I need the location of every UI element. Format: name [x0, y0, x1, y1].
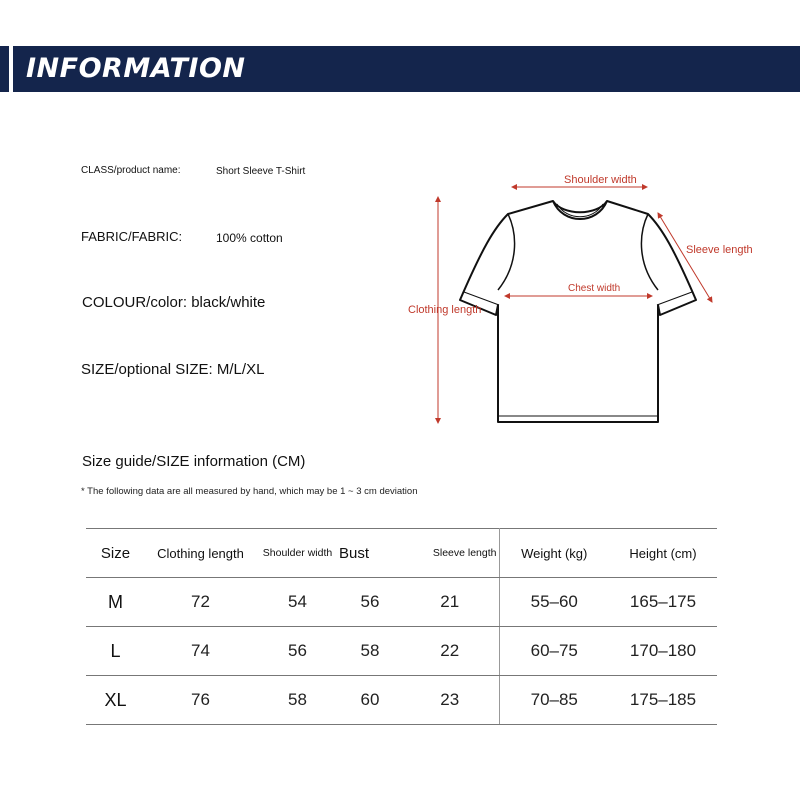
header-clothing-length: Clothing length	[145, 529, 256, 578]
table-row	[86, 676, 717, 725]
class-value: Short Sleeve T-Shirt	[216, 166, 306, 177]
cell-weight: 55–60	[499, 578, 609, 627]
measurement-note: * The following data are all measured by hand, which may be 1 ~ 3 cm deviation	[81, 486, 418, 497]
cell-bust: 58	[339, 627, 401, 676]
cell-height: 170–180	[609, 627, 717, 676]
cell-clothing-length: 72	[145, 578, 256, 627]
cell-height: 175–185	[609, 676, 717, 725]
class-label: CLASS/product name:	[81, 165, 181, 176]
tshirt-measurement-diagram	[400, 165, 780, 435]
cell-weight: 60–75	[499, 627, 609, 676]
header-banner	[0, 46, 800, 92]
chest-width-label: Chest width	[568, 283, 621, 294]
sleeve-length-arrow	[658, 213, 712, 302]
size-table	[86, 528, 717, 725]
header-title: INFORMATION	[26, 53, 246, 84]
header-sleeve-length: Sleeve length	[401, 529, 499, 578]
cell-sleeve-length: 23	[401, 676, 499, 725]
header-bust: Bust	[339, 529, 401, 578]
cell-bust: 60	[339, 676, 401, 725]
table-row	[86, 627, 717, 676]
row-size: M	[86, 578, 145, 627]
header-bar	[13, 46, 800, 92]
clothing-length-label: Clothing length	[408, 304, 482, 316]
cell-clothing-length: 74	[145, 627, 256, 676]
header-accent-bar	[0, 46, 9, 92]
cell-weight: 70–85	[499, 676, 609, 725]
fabric-value: 100% cotton	[216, 231, 283, 245]
tshirt-outline	[460, 201, 696, 422]
fabric-label: FABRIC/FABRIC:	[81, 229, 183, 244]
cell-shoulder-width: 56	[256, 627, 339, 676]
row-size: L	[86, 627, 145, 676]
size-info: SIZE/optional SIZE: M/L/XL	[81, 361, 265, 378]
colour-info: COLOUR/color: black/white	[82, 294, 266, 311]
size-guide-title: Size guide/SIZE information (CM)	[82, 453, 306, 470]
cell-sleeve-length: 21	[401, 578, 499, 627]
cell-shoulder-width: 54	[256, 578, 339, 627]
cell-clothing-length: 76	[145, 676, 256, 725]
sleeve-length-label: Sleeve length	[686, 244, 753, 256]
header-height: Height (cm)	[609, 529, 717, 578]
row-size: XL	[86, 676, 145, 725]
table-header-row	[86, 529, 717, 578]
cell-shoulder-width: 58	[256, 676, 339, 725]
shoulder-width-label: Shoulder width	[564, 174, 637, 186]
cell-sleeve-length: 22	[401, 627, 499, 676]
header-weight: Weight (kg)	[499, 529, 609, 578]
table-row	[86, 578, 717, 627]
header-size: Size	[86, 529, 145, 578]
cell-height: 165–175	[609, 578, 717, 627]
header-shoulder-width: Shoulder width	[256, 529, 339, 578]
cell-bust: 56	[339, 578, 401, 627]
